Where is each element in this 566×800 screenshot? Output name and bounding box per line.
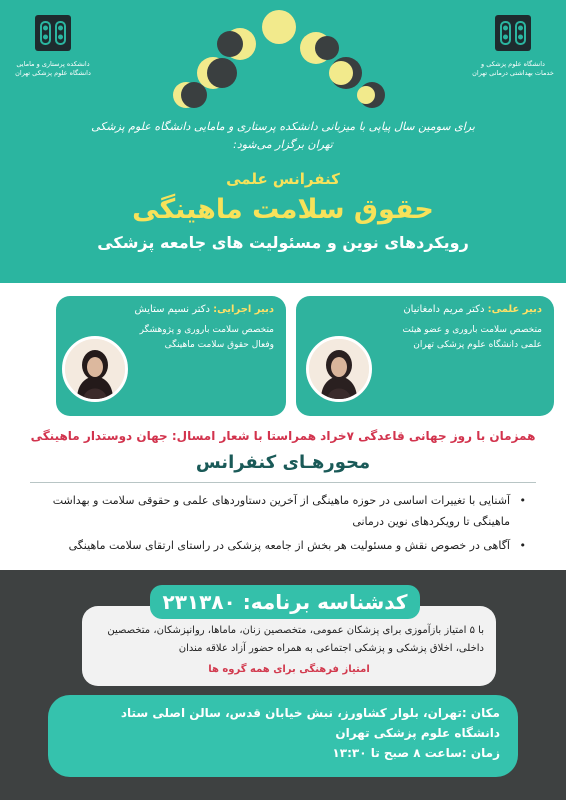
venue-time: زمان :ساعت ۸ صبح تا ۱۳:۳۰: [332, 746, 500, 760]
slogan-text: همزمان با روز جهانی قاعدگی ۷خراد همراستا با شعار امسال: جهان دوستدار ماهینگی: [30, 429, 536, 443]
logo-right-caption: دانشگاه علوم پزشکی و خدمات بهداشتی درمانی تهران: [472, 60, 554, 77]
speaker-name: دکتر مریم دامغانیان: [403, 304, 485, 315]
moon-phase-icon: [197, 57, 237, 89]
scientific-secretary-card: [296, 296, 554, 416]
venue-info: [80, 703, 500, 763]
avatar-icon: [309, 339, 369, 399]
program-code: کدشناسه برنامه: ۲۳۱۳۸۰: [150, 585, 420, 619]
moon-phase-icon: [357, 82, 385, 108]
intro-text: برای سومین سال پیاپی با میزبانی دانشکده پرستاری و مامایی دانشگاه علوم پزشکی تهران برگزار می‌شود:: [91, 120, 475, 151]
axes-list: [46, 490, 526, 559]
conference-title: حقوق سلامت ماهینگی: [132, 194, 434, 225]
points-note: امتیاز فرهنگی برای همه گروه ها: [208, 664, 370, 675]
speaker-description: متخصص سلامت باروری و پژوهشگر وفعال حقوق سلامت ماهینگی: [139, 325, 274, 350]
moon-phase-icon: [329, 57, 362, 89]
speaker-role: [135, 304, 274, 315]
divider: [30, 482, 536, 483]
speaker-description: متخصص سلامت باروری و عضو هیئت علمی دانشگاه علوم پزشکی تهران: [402, 325, 542, 350]
speaker-role-label: دبیر اجرایی:: [213, 304, 274, 315]
moon-phase-icon: [217, 28, 256, 60]
logo-left-caption: دانشکده پرستاری و مامایی دانشگاه علوم پزشکی تهران: [15, 60, 91, 77]
moon-phase-icon: [173, 82, 207, 108]
speaker-name: دکتر نسیم ستایش: [134, 304, 210, 315]
moon-phases: [0, 0, 566, 115]
list-item: • آگاهی در خصوص نقش و مسئولیت هر بخش از جامعه پزشکی در راستای ارتقای سلامت ماهینگی: [46, 535, 526, 556]
moon-phase-icon: [262, 10, 296, 44]
avatar: [62, 336, 128, 402]
executive-secretary-card: [56, 296, 286, 416]
conference-subtitle: رویکردهای نوین و مسئولیت های جامعه پزشکی: [97, 233, 469, 252]
conference-label: کنفرانس علمی: [226, 170, 340, 188]
list-item: • آشنایی با تغییرات اساسی در حوزه ماهینگی از آخرین دستاوردهای علمی و حقوقی سلامت و بهداشت ماهینگی تا رویکردهای نوین درمانی: [46, 490, 526, 532]
speaker-role: [403, 304, 542, 315]
venue-location: مکان :تهران، بلوار کشاورز، نبش خیابان قدس، سالن اصلی ستاد دانشگاه علوم پزشکی تهران: [120, 706, 500, 740]
speaker-role-label: دبیر علمی:: [487, 304, 542, 315]
points-text: با ۵ امتیاز بازآموزی برای پزشکان عمومی، متخصصین زنان، ماماها، روانپزشکان، متخصصین داخلی، اخلاق پزشکی و پزشکی اجتماعی به همراه حضور آزاد علاقه مندان: [107, 625, 484, 654]
avatar-icon: [65, 339, 125, 399]
avatar: [306, 336, 372, 402]
poster-header: [0, 0, 566, 283]
moon-phase-icon: [300, 32, 339, 64]
axes-title: محورهـای کنفرانس: [195, 452, 371, 473]
